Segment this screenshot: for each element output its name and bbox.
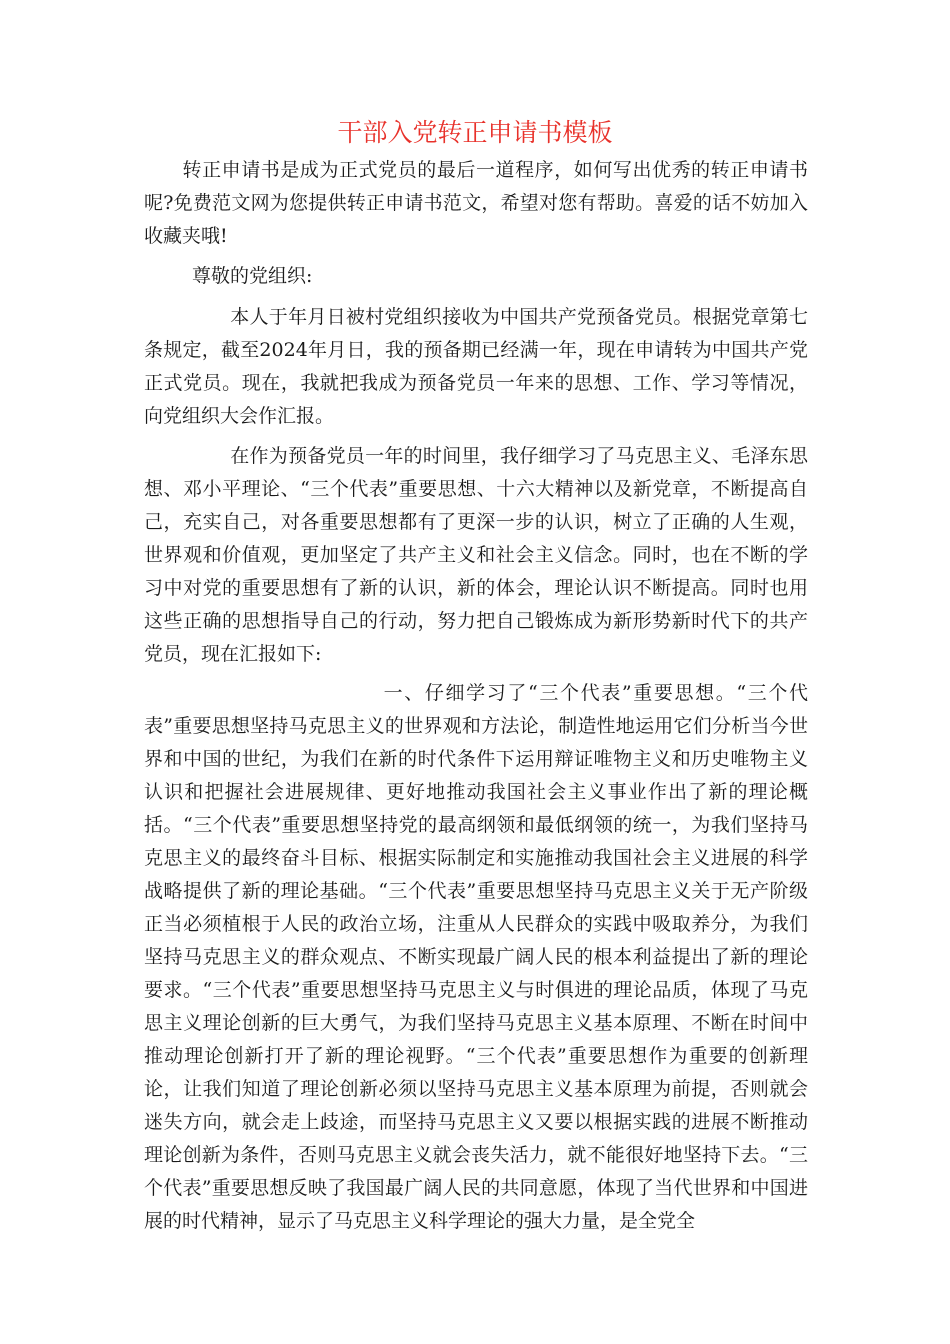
intro-text: 转正申请书是成为正式党员的最后一道程序，如何写出优秀的转正申请书呢?免费范文网为您提供转正申请书范文，希望对您有帮助。喜爱的话不妨加入收藏夹哦! [144, 159, 808, 247]
body-paragraph-1-text: 本人于年月日被村党组织接收为中国共产党预备党员。根据党章第七条规定，截至2024年月日，我的预备期已经满一年，现在申请转为中国共产党正式党员。现在，我就把我成为预备党员一年来的思想、工作、学习等情况，向党组织大会作汇报。 [144, 306, 808, 427]
salutation [144, 260, 808, 293]
intro-paragraph [144, 154, 808, 253]
body-paragraph-1 [144, 301, 808, 433]
body-paragraph-2-text: 在作为预备党员一年的时间里，我仔细学习了马克思主义、毛泽东思想、邓小平理论、“三个代表”重要思想、十六大精神以及新党章，不断提高自己，充实自己，对各重要思想都有了更深一步的认识，树立了正确的人生观，世界观和价值观，更加坚定了共产主义和社会主义信念。同时，也在不断的学习中对党的重要思想有了新的认识，新的体会，理论认识不断提高。同时也用这些正确的思想指导自己的行动，努力把自己锻炼成为新形势新时代下的共产党员，现在汇报如下: [144, 445, 808, 665]
document-title: 干部入党转正申请书模板 [337, 118, 613, 147]
body-paragraph-3-text: 一、仔细学习了“三个代表”重要思想。“三个代表”重要思想坚持马克思主义的世界观和方法论，制造性地运用它们分析当今世界和中国的世纪，为我们在新的时代条件下运用辩证唯物主义和历史唯物主义认识和把握社会进展规律、更好地推动我国社会主义事业作出了新的理论概括。“三个代表”重要思想坚持党的最高纲领和最低纲领的统一，为我们坚持马克思主义的最终奋斗目标、根据实际制定和实施推动我国社会主义进展的科学战略提供了新的理论基础。“三个代表”重要思想坚持马克思主义关于无产阶级正当必须植根于人民的政治立场，注重从人民群众的实践中吸取养分，为我们坚持马克思主义的群众观点、不断实现最广阔人民的根本利益提出了新的理论要求。“三个代表”重要思想坚持马克思主义与时俱进的理论品质，体现了马克思主义理论创新的巨大勇气，为我们坚持马克思主义基本原理、不断在时间中推动理论创新打开了新的理论视野。“三个代表”重要思想作为重要的创新理论，让我们知道了理论创新必须以坚持马克思主义基本原理为前提，否则就会迷失方向，就会走上歧途，而坚持马克思主义又要以根据实践的进展不断推动理论创新为条件，否则马克思主义就会丧失活力，就不能很好地坚持下去。“三个代表”重要思想反映了我国最广阔人民的共同意愿，体现了当代世界和中国进展的时代精神，显示了马克思主义科学理论的强大力量，是全党全 [144, 682, 808, 1232]
body-paragraph-2 [144, 440, 808, 671]
body-paragraph-3 [144, 677, 808, 1238]
salutation-text: 尊敬的党组织: [192, 265, 313, 287]
